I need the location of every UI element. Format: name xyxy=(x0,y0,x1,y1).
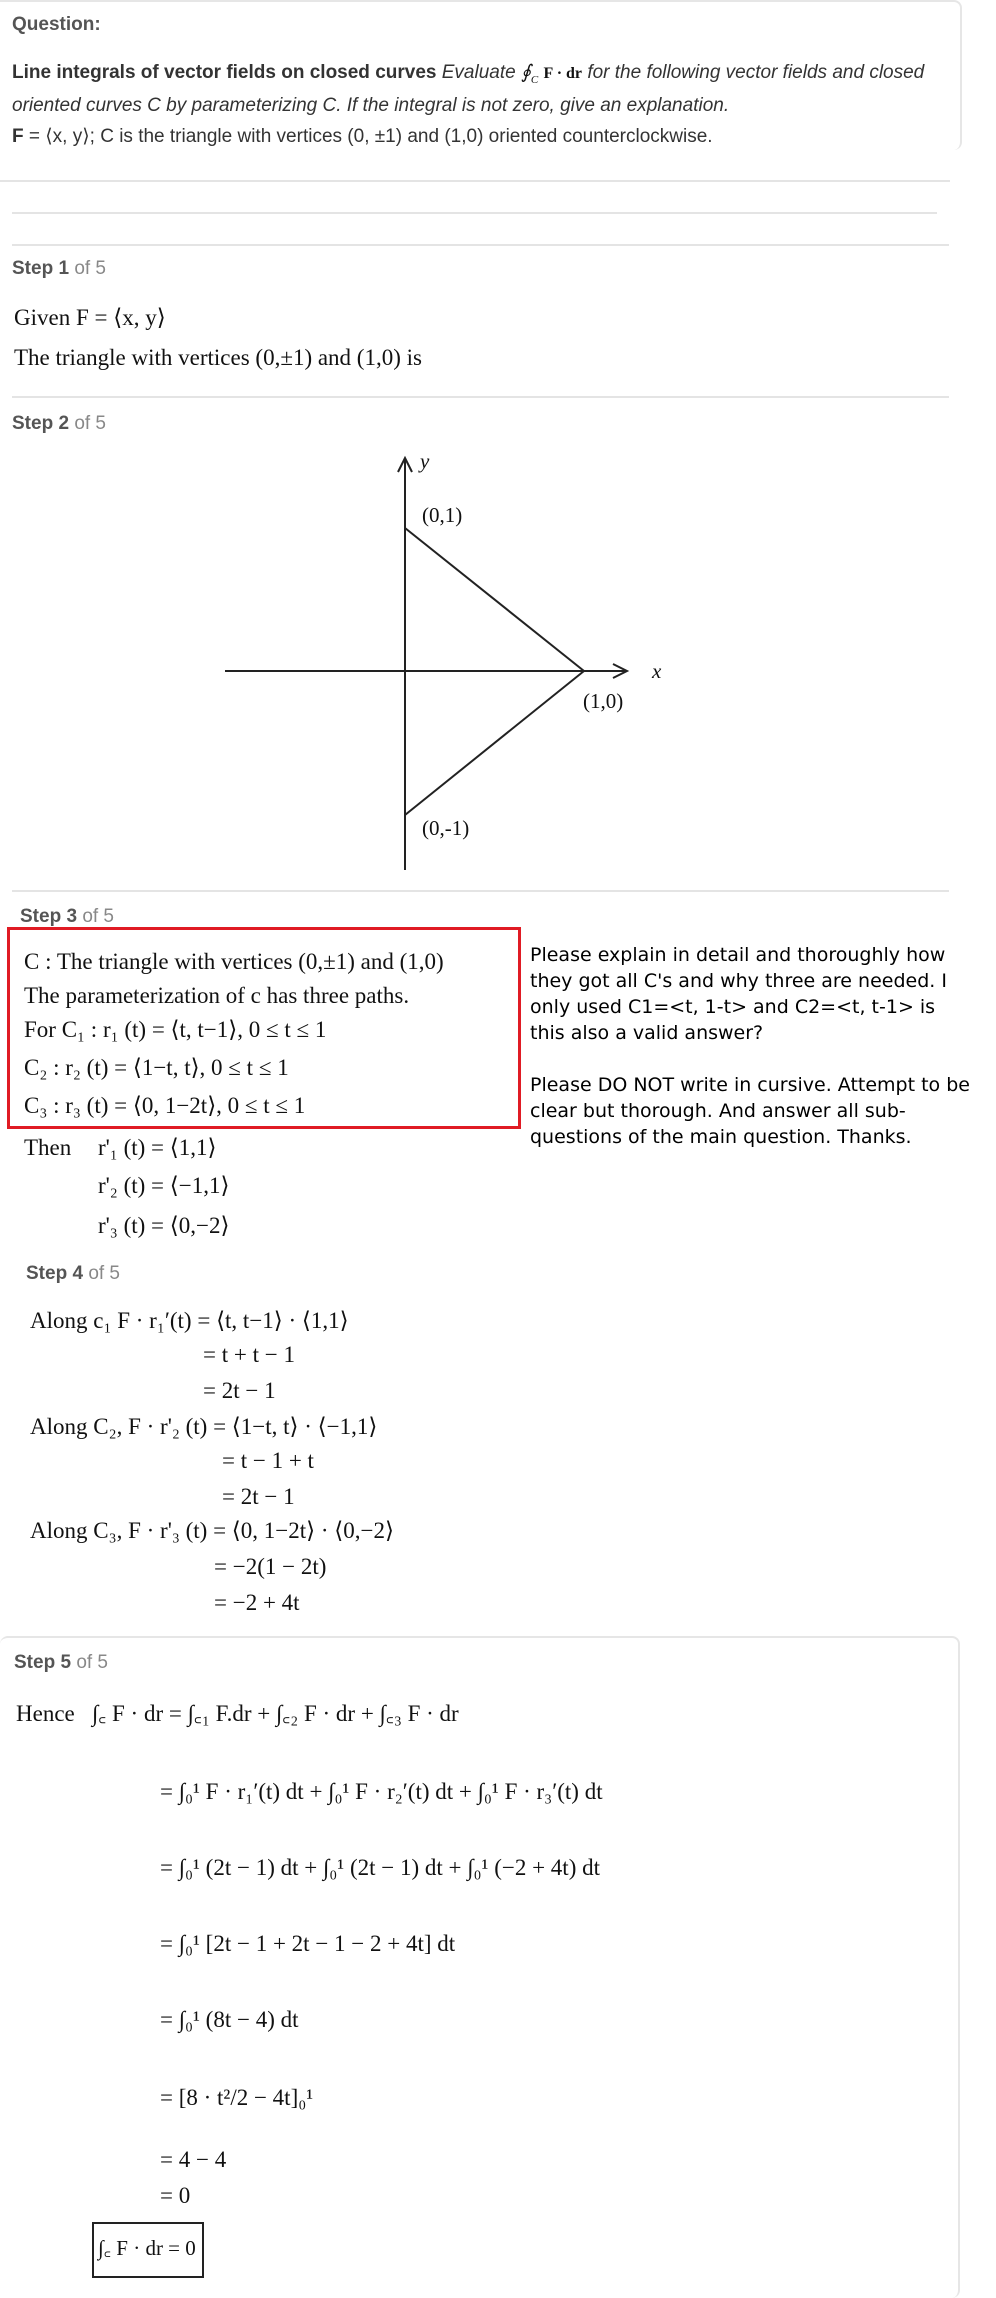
step3-of: of 5 xyxy=(82,906,115,927)
bottom-vertex-label: (0,-1) xyxy=(422,816,470,840)
step5-line: = ∫₀¹ F · r₁′(t) dt + ∫₀¹ F · r₂′(t) dt + ∫₀¹ F · r₃′(t) dt xyxy=(160,1779,603,1804)
triangle-edge xyxy=(405,671,584,815)
question-instruction-c: closed oriented curves C by parameterizing C. If the integral is not zero, give an explanation. xyxy=(12,62,925,116)
derivative-line: r'₁ (t) = ⟨1,1⟩ xyxy=(98,1135,217,1160)
user-note-paragraph: Please explain in detail and thoroughly how they got all C's and why three are needed. I only used C1=<t, 1-t> and C2=<t, t-1> is this also a valid answer? xyxy=(530,944,947,1044)
top-vertex-label: (0,1) xyxy=(422,503,463,527)
question-instruction-b: for the following vector fields and xyxy=(587,62,865,83)
step5-title xyxy=(14,1652,108,1674)
y-axis-label: y xyxy=(420,449,430,473)
step5-line: = 4 − 4 xyxy=(160,2147,227,2172)
hence-label: Hence xyxy=(16,1701,75,1726)
step3-line: C : The triangle with vertices (0,±1) and (1,0) xyxy=(24,949,444,974)
step2-of: of 5 xyxy=(74,413,107,434)
step4-c3-line: = −2 + 4t xyxy=(214,1590,300,1615)
step3-line: C₂ : r₂ (t) = ⟨1−t, t⟩, 0 ≤ t ≤ 1 xyxy=(24,1055,289,1080)
step4-c2-line: Along C₂, F · r'₂ (t) = ⟨1−t, t⟩ · ⟨−1,1⟩ xyxy=(30,1414,378,1439)
step4-c2-line: = t − 1 + t xyxy=(222,1448,314,1473)
divider xyxy=(12,396,949,398)
x-axis-label: x xyxy=(652,659,662,683)
step4-of: of 5 xyxy=(88,1263,121,1284)
then-label: Then xyxy=(24,1135,72,1160)
user-note-paragraph: Please DO NOT write in cursive. Attempt to be clear but thorough. And answer all sub-questions of the main question. Thanks. xyxy=(530,1074,970,1148)
step5-line: = 0 xyxy=(160,2183,191,2208)
triangle-graph xyxy=(200,440,700,880)
step4-c1-line: Along c₁ F · r₁′(t) = ⟨t, t−1⟩ · ⟨1,1⟩ xyxy=(30,1308,349,1333)
question-title: Line integrals of vector fields on closed curves xyxy=(12,62,437,83)
step4-c1-line: = 2t − 1 xyxy=(203,1378,276,1403)
divider xyxy=(12,890,949,892)
user-note xyxy=(530,942,970,1150)
step5-line: = ∫₀¹ (8t − 4) dt xyxy=(160,2007,299,2032)
step4-c3-line: Along C₃, F · r'₃ (t) = ⟨0, 1−2t⟩ · ⟨0,−2⟩ xyxy=(30,1518,394,1543)
step4-label: Step 4 xyxy=(26,1263,84,1284)
derivative-line: r'₃ (t) = ⟨0,−2⟩ xyxy=(98,1213,230,1238)
divider xyxy=(0,180,950,182)
right-vertex-label: (1,0) xyxy=(583,689,624,713)
problem-bold: F xyxy=(12,126,24,147)
step1-label: Step 1 xyxy=(12,258,70,279)
triangle-edge xyxy=(405,528,584,671)
step4-c3-line: = −2(1 − 2t) xyxy=(214,1554,327,1579)
step5-line: ∫꜀ F · dr = ∫꜀₁ F.dr + ∫꜀₂ F · dr + ∫꜀₃ F · dr xyxy=(92,1701,459,1726)
integral-sub: C xyxy=(530,73,539,86)
derivative-line: r'₂ (t) = ⟨−1,1⟩ xyxy=(98,1173,230,1198)
step5-line: = [8 · t²/2 − 4t]₀¹ xyxy=(160,2085,314,2110)
step5-line: = ∫₀¹ [2t − 1 + 2t − 1 − 2 + 4t] dt xyxy=(160,1931,456,1956)
step3-line: For C₁ : r₁ (t) = ⟨t, t−1⟩, 0 ≤ t ≤ 1 xyxy=(24,1017,327,1042)
step5-line: = ∫₀¹ (2t − 1) dt + ∫₀¹ (2t − 1) dt + ∫₀¹ (−2 + 4t) dt xyxy=(160,1855,600,1880)
question-statement xyxy=(12,60,942,118)
step1-line2: The triangle with vertices (0,±1) and (1,0) is xyxy=(14,345,422,370)
step3-line: The parameterization of c has three paths. xyxy=(24,983,410,1008)
step1-line1: Given F = ⟨x, y⟩ xyxy=(14,305,166,330)
step4-c2-line: = 2t − 1 xyxy=(222,1484,295,1509)
question-instruction-a: Evaluate xyxy=(441,62,516,83)
integral-symbol: ∮ xyxy=(520,62,531,83)
step5-of: of 5 xyxy=(76,1652,109,1673)
step5-label: Step 5 xyxy=(14,1652,72,1673)
divider xyxy=(12,212,937,214)
divider xyxy=(12,244,949,246)
step1-of: of 5 xyxy=(74,258,107,279)
step2-title xyxy=(12,413,106,435)
step3-label: Step 3 xyxy=(20,906,78,927)
step2-label: Step 2 xyxy=(12,413,70,434)
integrand: F · dr xyxy=(543,65,583,82)
step3-title xyxy=(20,906,114,928)
step4-title xyxy=(26,1263,120,1285)
problem-text: = ⟨x, y⟩; C is the triangle with vertices (0, ±1) and (1,0) oriented counterclockwise. xyxy=(23,126,713,147)
step3-line: C₃ : r₃ (t) = ⟨0, 1−2t⟩, 0 ≤ t ≤ 1 xyxy=(24,1093,306,1118)
final-answer: ∫꜀ F · dr = 0 xyxy=(98,2236,196,2260)
step1-title xyxy=(12,258,106,280)
step5-card xyxy=(0,1636,960,2298)
problem-statement xyxy=(12,124,942,149)
step4-c1-line: = t + t − 1 xyxy=(203,1342,295,1367)
question-label: Question: xyxy=(12,14,101,35)
